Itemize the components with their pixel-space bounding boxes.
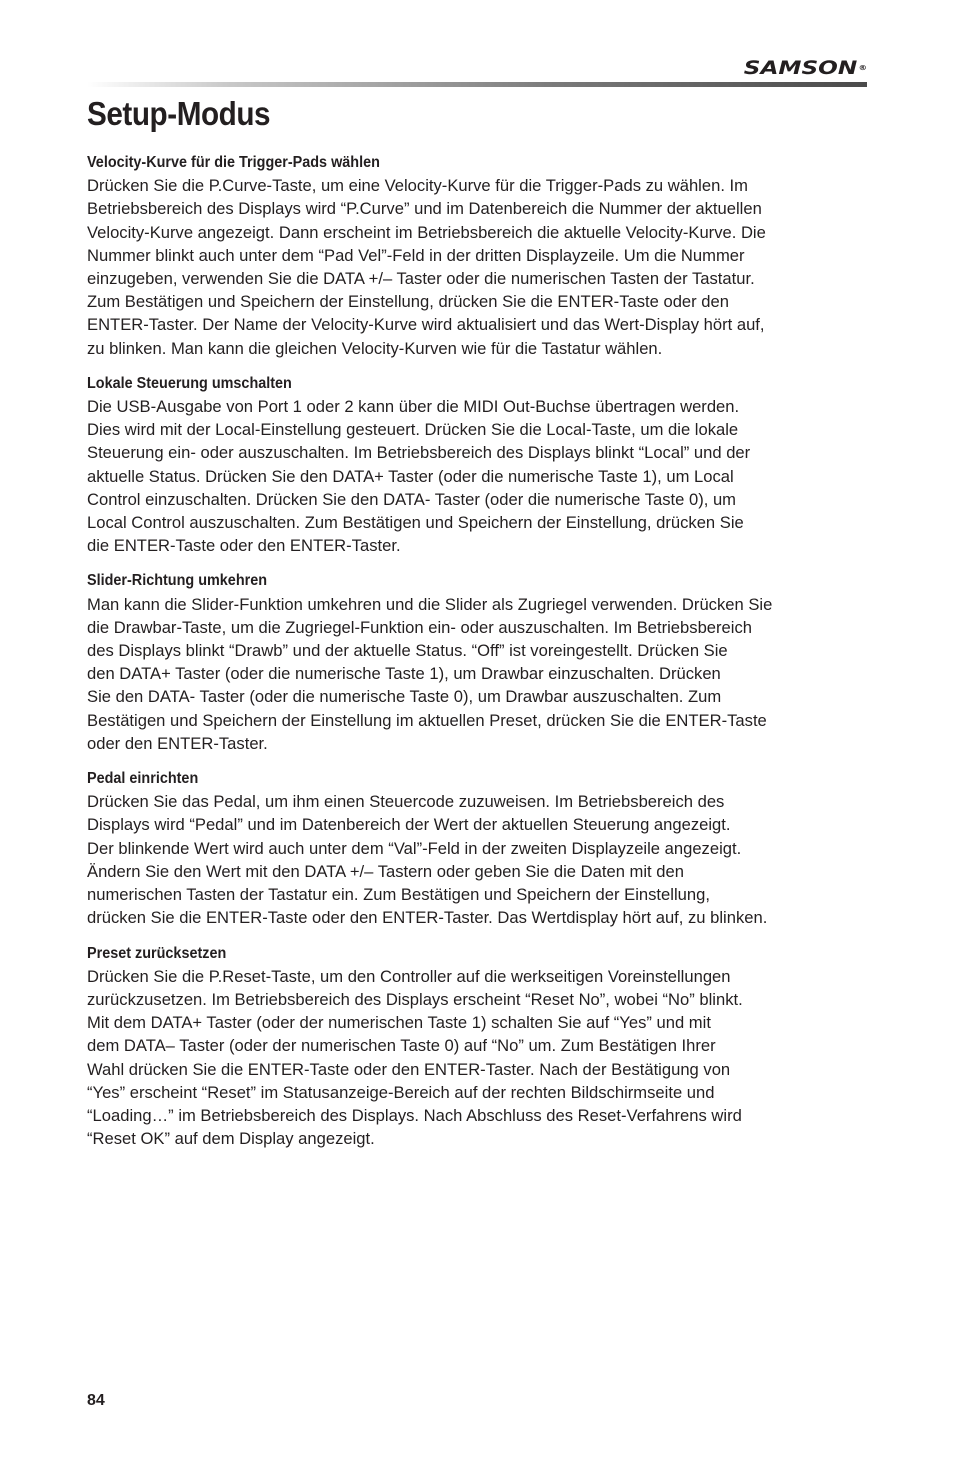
section bbox=[87, 372, 877, 558]
section-heading: Velocity-Kurve für die Trigger-Pads wählen bbox=[87, 154, 380, 171]
body-line: Steuerung ein- oder auszuschalten. Im Betriebsbereich des Displays blinkt “Local” und der bbox=[87, 443, 751, 463]
body-line: Displays wird “Pedal” und im Datenbereich der Wert der aktuellen Steuerung angezeigt. bbox=[87, 815, 731, 835]
trademark-symbol: ® bbox=[858, 64, 867, 72]
body-line: Wahl drücken Sie die ENTER-Taste oder den ENTER-Taster. Nach der Bestätigung von bbox=[87, 1059, 731, 1079]
body-line: den DATA+ Taster (oder die numerische Taste 1), um Drawbar einzuschalten. Drücken bbox=[87, 664, 721, 684]
section bbox=[87, 767, 877, 929]
body-line: Betriebsbereich des Displays wird “P.Curve” und im Datenbereich die Nummer der aktuellen bbox=[87, 199, 762, 219]
body-line: des Displays blinkt “Drawb” und der aktuelle Status. “Off” ist voreingestellt. Drücken Sie bbox=[87, 641, 728, 661]
section bbox=[87, 569, 877, 755]
body-line: Local Control auszuschalten. Zum Bestätigen und Speichern der Einstellung, drücken Sie bbox=[87, 513, 744, 533]
body-line: Mit dem DATA+ Taster (oder der numerischen Taste 1) schalten Sie auf “Yes” und mit bbox=[87, 1013, 711, 1033]
section-heading: Lokale Steuerung umschalten bbox=[87, 374, 292, 392]
body-line: Man kann die Slider-Funktion umkehren und die Slider als Zugriegel verwenden. Drücken Sie bbox=[87, 594, 773, 614]
body-line: aktuelle Status. Drücken Sie den DATA+ Taster (oder die numerische Taste 1), um Local bbox=[87, 466, 734, 486]
body-line: ENTER-Taster. Der Name der Velocity-Kurve wird aktualisiert und das Wert-Display hört auf, bbox=[87, 315, 765, 335]
body-line: Velocity-Kurve angezeigt. Dann erscheint im Betriebsbereich die aktuelle Velocity-Kurve. Die bbox=[87, 222, 766, 242]
body-line: drücken Sie die ENTER-Taste oder den ENTER-Taster. Das Wertdisplay hört auf, zu blinken. bbox=[87, 908, 768, 928]
page-title: Setup-Modus bbox=[87, 95, 271, 132]
section-heading: Pedal einrichten bbox=[87, 770, 199, 788]
body-line: dem DATA– Taster (oder der numerischen Taste 0) auf “No” um. Zum Bestätigen Ihrer bbox=[87, 1036, 716, 1056]
body-line: Dies wird mit der Local-Einstellung gesteuert. Drücken Sie die Local-Taste, um die lokale bbox=[87, 420, 739, 440]
section-heading: Preset zurücksetzen bbox=[87, 944, 227, 962]
body-line: Sie den DATA- Taster (oder die numerische Taste 0), um Drawbar auszuschalten. Zum bbox=[87, 687, 722, 707]
body-line: Drücken Sie die P.Curve-Taste, um eine Velocity-Kurve für die Trigger-Pads zu wählen. Im bbox=[87, 176, 748, 196]
body-line: Control einzuschalten. Drücken Sie den DATA- Taster (oder die numerische Taste 0), um bbox=[87, 489, 736, 509]
page-number: 84 bbox=[87, 1392, 105, 1409]
section bbox=[87, 151, 877, 360]
body-line: einzugeben, verwenden Sie die DATA +/– Taster oder die numerischen Tasten der Tastatur. bbox=[87, 269, 755, 289]
body-line: “Reset OK” auf dem Display angezeigt. bbox=[87, 1129, 375, 1149]
page-content bbox=[87, 151, 877, 1162]
section-body bbox=[87, 395, 877, 557]
body-line: Die USB-Ausgabe von Port 1 oder 2 kann über die MIDI Out-Buchse übertragen werden. bbox=[87, 397, 740, 417]
body-line: oder den ENTER-Taster. bbox=[87, 733, 268, 753]
brand-name: SAMSON bbox=[743, 57, 858, 79]
body-line: “Yes” erscheint “Reset” im Statusanzeige-Bereich auf der rechten Bildschirmseite und bbox=[87, 1082, 715, 1102]
body-line: numerischen Tasten der Tastatur ein. Zum Bestätigen und Speichern der Einstellung, bbox=[87, 885, 710, 905]
section bbox=[87, 942, 877, 1151]
body-line: Bestätigen und Speichern der Einstellung im aktuellen Preset, drücken Sie die ENTER-Taste bbox=[87, 710, 767, 730]
section-heading: Slider-Richtung umkehren bbox=[87, 572, 268, 590]
section-body bbox=[87, 593, 877, 755]
body-line: zurückzusetzen. Im Betriebsbereich des Displays erscheint “Reset No”, wobei “No” blinkt. bbox=[87, 989, 743, 1009]
header-rule bbox=[87, 82, 867, 87]
body-line: Nummer blinkt auch unter dem “Pad Vel”-Feld in der dritten Displayzeile. Um die Nummer bbox=[87, 245, 745, 265]
body-line: die ENTER-Taste oder den ENTER-Taster. bbox=[87, 536, 401, 556]
body-line: zu blinken. Man kann die gleichen Velocity-Kurven wie für die Tastatur wählen. bbox=[87, 338, 663, 358]
section-body bbox=[87, 174, 877, 360]
body-line: Drücken Sie die P.Reset-Taste, um den Controller auf die werkseitigen Voreinstellungen bbox=[87, 966, 731, 986]
body-line: “Loading…” im Betriebsbereich des Displays. Nach Abschluss des Reset-Verfahrens wird bbox=[87, 1105, 742, 1125]
section-body bbox=[87, 790, 877, 929]
body-line: Der blinkende Wert wird auch unter dem “Val”-Feld in der zweiten Displayzeile angezeigt. bbox=[87, 838, 742, 858]
body-line: Ändern Sie den Wert mit den DATA +/– Tastern oder geben Sie die Daten mit den bbox=[87, 861, 684, 881]
body-line: Drücken Sie das Pedal, um ihm einen Steuercode zuzuweisen. Im Betriebsbereich des bbox=[87, 792, 725, 812]
body-line: Zum Bestätigen und Speichern der Einstellung, drücken Sie die ENTER-Taste oder den bbox=[87, 292, 729, 312]
body-line: die Drawbar-Taste, um die Zugriegel-Funktion ein- oder auszuschalten. Im Betriebsbereich bbox=[87, 617, 752, 637]
brand-logo bbox=[744, 56, 867, 80]
section-body bbox=[87, 965, 877, 1151]
